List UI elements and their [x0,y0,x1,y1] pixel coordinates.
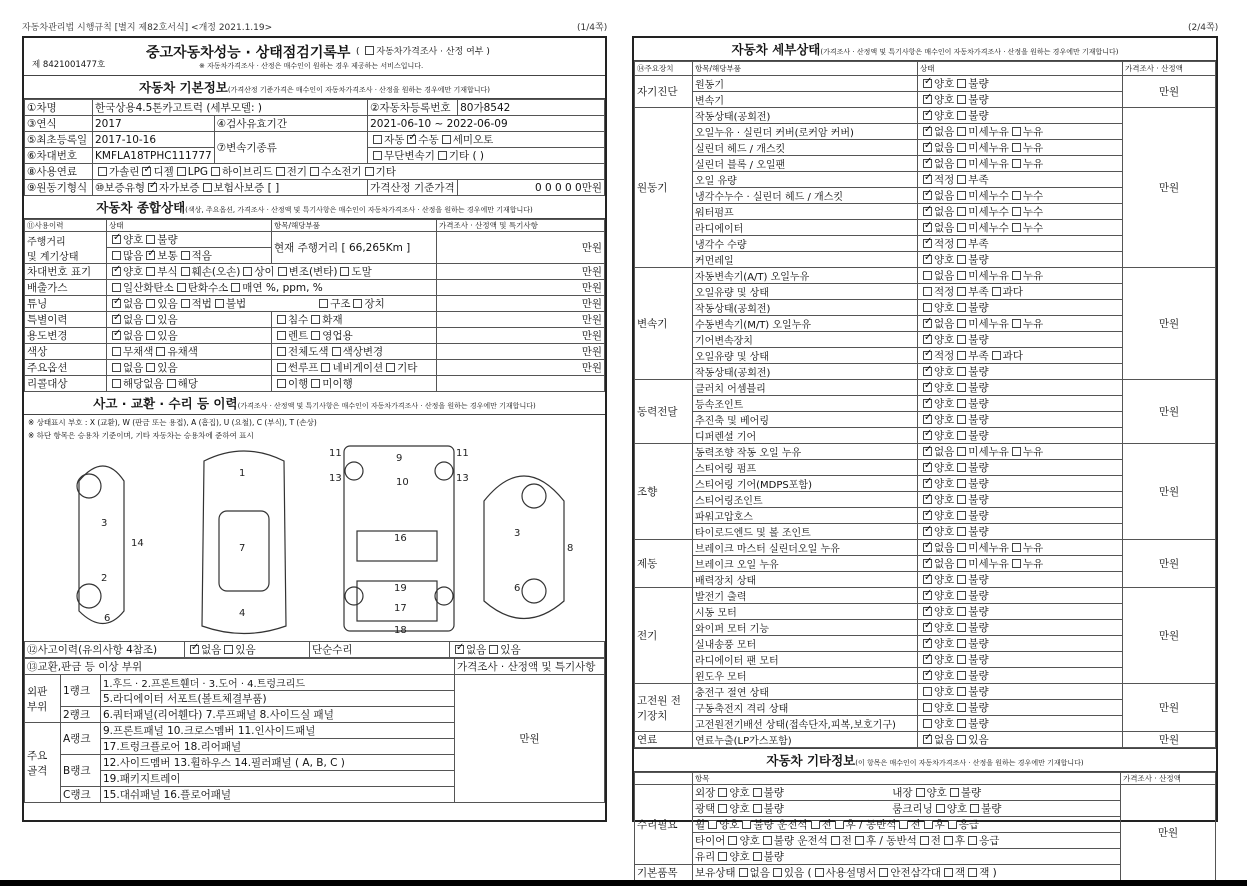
detail-item: 파워고압호스 [693,508,918,524]
detail-item: 클러치 어셈블리 [693,380,918,396]
status-checkbox[interactable] [957,543,966,552]
detail-item: 브레이크 마스터 실린더오일 누유 [693,540,918,556]
status-checkbox[interactable] [923,607,932,616]
status-checkbox[interactable] [957,127,966,136]
status-checkbox[interactable] [957,143,966,152]
status-checkbox[interactable] [923,415,932,424]
status-checkbox[interactable] [992,351,1001,360]
detail-status: ✓ 양호 불량 [918,524,1123,540]
detail-item: 타이로드엔드 및 볼 조인트 [693,524,918,540]
status-checkbox[interactable] [957,591,966,600]
detail-price: 만원 [1123,268,1216,380]
status-checkbox[interactable] [957,191,966,200]
status-checkbox[interactable] [923,623,932,632]
detail-status: ✓ 적정 부족 [918,236,1123,252]
detail-status: ✓ 양호 불량 [918,380,1123,396]
status-checkbox[interactable] [1012,319,1021,328]
detail-status: ✓ 양호 불량 [918,428,1123,444]
status-checkbox[interactable] [923,463,932,472]
summary-table: ⑪사용이력 상태 항목/해당부품 가격조사 · 산정액 및 특기사항 주행거리 및 계기상태 ✓양호 불량 현재 주행거리 [ 66,265Km ] 만원 많음✓ 보통 적음 차대번호 표기 ✓ 양호 부식 훼손(오손) 상이 변조(변타) 도말 만원 배출가스 일산화탄소 탄화수소 매연 %, ppm, % 만원 튜닝 ✓ 없음 있음 적법 불법 구조 장치 만원 특별이력 ✓ 없음 있음 침수 화재 만원 용도변경 ✓ 없음 있음 렌트 영업용 만원 색상 무채색 유채색 전체도색 색상변경 만원 주요옵션 없음 있음 썬루프 네비게이션 기타 만원 리콜대상 해당없음 해당 이행 미이행 [24,219,605,392]
page-number-2: (2/4쪽) [1188,23,1219,33]
detail-item: 실린더 헤드 / 개스킷 [693,140,918,156]
warranty-options: ⑩보증유형✓ 자가보증 보험사보증 [ ] [93,180,368,196]
svg-text:14: 14 [131,538,144,549]
svg-text:16: 16 [394,533,407,544]
status-checkbox[interactable] [923,495,932,504]
status-checkbox[interactable] [957,703,966,712]
detail-row [635,108,1216,124]
detail-row [635,540,1216,556]
detail-item: 연료누출(LP가스포함) [693,732,918,748]
detail-item: 시동 모터 [693,604,918,620]
detail-group-label: 고전원 전기장치 [635,684,693,732]
detail-status: ✓ 적정 부족 [918,172,1123,188]
detail-item: 냉각수 수량 [693,236,918,252]
accident-legend: ※ 상태표시 부호 : X (교환), W (판금 또는 용접), A (흠집), U (요철), C (부식), T (손상) [28,418,317,427]
detail-item: 기어변속장치 [693,332,918,348]
detail-item: 스티어링 펌프 [693,460,918,476]
detail-status: 적정 부족 과다 [918,284,1123,300]
status-checkbox[interactable] [923,591,932,600]
status-checkbox[interactable] [923,111,932,120]
side-view-left [79,466,124,624]
trans-options: 자동✓ 수동 세미오토 [368,132,605,148]
svg-text:6: 6 [514,583,521,594]
detail-status: 양호 불량 [918,684,1123,700]
svg-text:13: 13 [456,473,469,484]
status-checkbox[interactable] [923,511,932,520]
detail-item: 라디에이터 [693,220,918,236]
detail-status: ✓ 양호 불량 [918,332,1123,348]
detail-item: 작동상태(공회전) [693,108,918,124]
status-checkbox[interactable] [992,287,1001,296]
status-checkbox[interactable] [923,719,932,728]
detail-group-label: 동력전달 [635,380,693,444]
detail-item: 냉각수누수 · 실린더 헤드 / 개스킷 [693,188,918,204]
svg-text:17: 17 [394,603,407,614]
status-checkbox[interactable] [923,479,932,488]
svg-text:3: 3 [514,528,521,539]
etc-title: 자동차 기타정보(이 항목은 매수인이 자동차가격조사 · 산정을 원하는 경우에만 기재합니다) [634,748,1216,772]
detail-status: ✓ 없음 미세누유 누유 [918,556,1123,572]
status-checkbox[interactable] [957,79,966,88]
status-checkbox[interactable] [923,735,932,744]
detail-item: 라디에이터 팬 모터 [693,652,918,668]
status-checkbox[interactable] [957,335,966,344]
fuel-options: 가솔린✓ 디젤 LPG 하이브리드 전기 수소전기 기타 [93,164,605,180]
svg-text:3: 3 [101,518,108,529]
svg-text:13: 13 [329,473,342,484]
detail-status: ✓ 없음 미세누유 누유 [918,140,1123,156]
detail-status: ✓ 양호 불량 [918,604,1123,620]
status-checkbox[interactable] [923,559,932,568]
status-checkbox[interactable] [957,527,966,536]
status-checkbox[interactable] [923,127,932,136]
detail-status: 양호 불량 [918,300,1123,316]
status-checkbox[interactable] [957,735,966,744]
status-checkbox[interactable] [1012,223,1021,232]
status-checkbox[interactable] [923,671,932,680]
svg-text:11: 11 [456,448,469,459]
status-checkbox[interactable] [923,159,932,168]
detail-price: 만원 [1123,732,1216,748]
status-checkbox[interactable] [1012,143,1021,152]
status-checkbox[interactable] [957,223,966,232]
detail-item: 오일유량 및 상태 [693,348,918,364]
detail-row [635,76,1216,92]
status-checkbox[interactable] [923,431,932,440]
detail-item: 스티어링조인트 [693,492,918,508]
detail-status: 양호 불량 [918,716,1123,732]
detail-item: 오일 유량 [693,172,918,188]
detail-item: 브레이크 오일 누유 [693,556,918,572]
detail-row [635,268,1216,284]
status-checkbox[interactable] [923,255,932,264]
status-checkbox[interactable] [1012,271,1021,280]
status-checkbox[interactable] [957,687,966,696]
status-checkbox[interactable] [923,639,932,648]
bottom-bar [0,880,1247,886]
status-checkbox[interactable] [957,463,966,472]
status-checkbox[interactable] [957,671,966,680]
svg-text:7: 7 [239,543,246,554]
svg-text:18: 18 [394,625,407,636]
status-checkbox[interactable] [923,351,932,360]
status-checkbox[interactable] [957,303,966,312]
detail-item: 구동축전지 격리 상태 [693,700,918,716]
detail-group-label: 자기진단 [635,76,693,108]
detail-item: 디퍼렌셜 기어 [693,428,918,444]
detail-price: 만원 [1123,444,1216,540]
detail-group-label: 연료 [635,732,693,748]
detail-item: 작동상태(공회전) [693,364,918,380]
detail-item: 작동상태(공회전) [693,300,918,316]
detail-status: ✓ 양호 불량 [918,636,1123,652]
status-checkbox[interactable] [957,159,966,168]
status-checkbox[interactable] [957,287,966,296]
detail-status: ✓ 없음 미세누유 누유 [918,444,1123,460]
status-checkbox[interactable] [957,607,966,616]
detail-title: 자동차 세부상태(가격조사 · 산정액 및 특기사항은 매수인이 자동차가격조사 · 산정을 원하는 경우에만 기재합니다) [634,38,1216,61]
status-checkbox[interactable] [923,239,932,248]
detail-item: 동력조향 작동 오일 누유 [693,444,918,460]
status-checkbox[interactable] [1012,127,1021,136]
detail-group-label: 변속기 [635,268,693,380]
detail-item: 오일유량 및 상태 [693,284,918,300]
detail-row [635,380,1216,396]
detail-status: ✓ 양호 불량 [918,108,1123,124]
detail-status: ✓ 양호 불량 [918,620,1123,636]
page-2 [632,36,1218,880]
etc-table: 항목 가격조사 · 산정액 수리필요 외장 양호 불량 내장 양호 불량 만원 광택 양호 불량 룸크리닝 양호 불량 휠 양호 불량 운전석 전 후 / 동반석 전 후 응급 타이어 양호 불량 운전석 전 후 / 동반석 전 후 응급 유리 양호 불량 기본품목 보유상태 없음 있음 ( 사용설명서 안전삼각대 잭 잭 ) [634,772,1216,881]
status-checkbox[interactable] [923,223,932,232]
detail-status: ✓ 양호 불량 [918,396,1123,412]
detail-status: ✓ 양호 불량 [918,652,1123,668]
status-checkbox[interactable] [923,655,932,664]
detail-price: 만원 [1123,588,1216,684]
status-checkbox[interactable] [923,143,932,152]
status-checkbox[interactable] [957,399,966,408]
detail-status: ✓ 없음 있음 [918,732,1123,748]
status-checkbox[interactable] [957,559,966,568]
detail-row [635,588,1216,604]
status-checkbox[interactable] [957,239,966,248]
status-checkbox[interactable] [957,383,966,392]
detail-item: 워터펌프 [693,204,918,220]
status-checkbox[interactable] [1012,207,1021,216]
detail-group-label: 전기 [635,588,693,684]
page-1 [22,36,607,822]
status-checkbox[interactable] [923,703,932,712]
detail-item: 배력장치 상태 [693,572,918,588]
detail-status: ✓ 없음 미세누유 누유 [918,156,1123,172]
status-checkbox[interactable] [923,271,932,280]
status-checkbox[interactable] [1012,543,1021,552]
detail-item: 오일누유 · 실린더 커버(로커암 커버) [693,124,918,140]
svg-text:4: 4 [239,608,246,619]
detail-item: 실내송풍 모터 [693,636,918,652]
status-checkbox[interactable] [957,447,966,456]
detail-status: ✓ 양호 불량 [918,412,1123,428]
status-checkbox[interactable] [957,479,966,488]
status-checkbox[interactable] [923,79,932,88]
status-checkbox[interactable] [957,271,966,280]
accident-title: 사고 · 교환 · 수리 등 이력(가격조사 · 산정액 및 특기사항은 매수인이 자동차가격조사 · 산정을 원하는 경우에만 기재합니다) [24,392,605,415]
detail-item: 스티어링 기어(MDPS포함) [693,476,918,492]
summary-title: 자동차 종합상태(색상, 주요옵션, 가격조사 · 산정액 및 특기사항은 매수인이 자동차가격조사 · 산정을 원하는 경우에만 기재합니다) [24,196,605,219]
status-checkbox[interactable] [923,335,932,344]
detail-status: ✓ 양호 불량 [918,572,1123,588]
status-checkbox[interactable] [923,527,932,536]
detail-item: 변속기 [693,92,918,108]
status-checkbox[interactable] [957,319,966,328]
detail-price: 만원 [1123,108,1216,268]
detail-row [635,732,1216,748]
svg-text:8: 8 [567,543,574,554]
status-checkbox[interactable] [1012,191,1021,200]
detail-status: 없음 미세누유 누유 [918,268,1123,284]
status-checkbox[interactable] [957,655,966,664]
detail-item: 발전기 출력 [693,588,918,604]
svg-text:2: 2 [101,573,108,584]
status-checkbox[interactable] [923,287,932,296]
status-checkbox[interactable] [923,191,932,200]
panel-table: ⑬교환,판금 등 이상 부위 가격조사 · 산정액 및 특기사항 외판 부위 1랭크 1.후드 · 2.프론트휀더 · 3.도어 · 4.트렁크리드 만원 5.라디에이터 서포트(볼트체결부품) 2랭크 6.쿼터패널(리어휀다) 7.루프패널 8.사이드실 패널 주요 골격 A랭크 9.프론트패널 10.크로스멤버 11.인사이드패널 17.트렁크플로어 18.리어패널 B랭크 12.사이드멤버 13.휠하우스 14.필러패널 ( A, B, C ) 19.패키지트레이 C랭크 15.대쉬패널 16.플로어패널 [24,658,605,803]
detail-item: 자동변속기(A/T) 오일누유 [693,268,918,284]
accident-legend-2: ※ 하단 항목은 승용차 기준이며, 기타 자동차는 승용차에 준하여 표시 [28,431,254,440]
detail-status: ✓ 양호 불량 [918,588,1123,604]
status-checkbox[interactable] [957,495,966,504]
status-checkbox[interactable] [923,687,932,696]
detail-price: 만원 [1123,76,1216,108]
svg-text:11: 11 [329,448,342,459]
status-checkbox[interactable] [923,399,932,408]
status-checkbox[interactable] [957,255,966,264]
detail-status: ✓ 양호 불량 [918,252,1123,268]
status-checkbox[interactable] [957,719,966,728]
detail-group-label: 조향 [635,444,693,540]
detail-status: ✓ 양호 불량 [918,92,1123,108]
status-checkbox[interactable] [957,367,966,376]
detail-status: ✓ 없음 미세누수 누수 [918,188,1123,204]
status-checkbox[interactable] [923,543,932,552]
status-checkbox[interactable] [957,575,966,584]
form-title: 중고자동차성능 · 상태점검기록부 [146,45,351,61]
detail-status: ✓ 양호 불량 [918,476,1123,492]
car-diagram [24,441,607,641]
detail-status: ✓ 양호 불량 [918,76,1123,92]
status-checkbox[interactable] [923,383,932,392]
status-checkbox[interactable] [957,207,966,216]
svg-text:10: 10 [396,477,409,488]
form-header-left: 자동차관리법 시행규칙 [별지 제82호서식] <개정 2021.1.19> [22,23,273,33]
detail-item: 커먼레일 [693,252,918,268]
accident-table: ⑫사고이력(유의사항 4참조) ✓ 없음 있음 단순수리 ✓ 없음 있음 [24,641,605,658]
detail-status: ✓ 양호 불량 [918,668,1123,684]
detail-status: ✓ 양호 불량 [918,492,1123,508]
detail-table: ⑭주요장치 항목/해당부품 상태 가격조사 · 산정액 자기진단 원동기 ✓ 양호 불량 만원 변속기 ✓ 양호 불량 원동기 작동상태(공회전) ✓ 양호 불량 만원 오일누유 · 실린더 커버(로커암 커버) ✓ 없음 미세누유 누유 실린더 헤드 / 개스킷 ✓ 없음 미세누유 누유 실린더 블록 / 오일팬 ✓ 없음 미세누유 누유 오일 유량 ✓ 적정 부족 냉각수누수 · 실린더 헤드 / 개스킷 ✓ 없음 미세누수 누수 워터펌프 ✓ 없음 미세누수 누수 라디에이터 ✓ 없음 미세누수 누수 냉각수 수량 ✓ 적정 부족 커먼레일 ✓ 양호 불량 변속기 자동변속기(A/T) 오일누유 없음 미세누유 누유 만원 오일유량 및 상태 적정 부족 과다 작동상태(공회전) 양호 불량 수동변속기(M/T) 오일누유 ✓ 없음 미세누유 누유 기어변속장치 ✓ 양호 불량 오일유량 및 상태 ✓ 적정 부족 과다 작동상태(공회전) ✓ 양호 불량 동력전달 클러치 어셈블리 ✓ 양호 불량 만원 등속조인트 ✓ 양호 불량 추진축 및 베어링 ✓ 양호 불량 디퍼렌셜 기어 ✓ 양호 불량 조향 동력조향 작동 오일 누유 ✓ 없음 미세누유 누유 만원 스티어링 펌프 ✓ 양호 불량 스티어링 기어(MDPS포함) ✓ 양호 불량 스티어링조인트 ✓ 양호 불량 파워고압호스 ✓ 양호 불량 타이로드엔드 및 볼 조인트 ✓ 양호 불량 제동 브레이크 마스터 실린더오일 누유 ✓ 없음 미세누유 누유 만원 브레이크 오일 누유 ✓ 없음 미세누유 누유 배력장치 상태 ✓ 양호 불량 전기 발전기 출력 ✓ 양호 불량 만원 시동 모터 ✓ 양호 불량 와이퍼 모터 기능 ✓ 양호 불량 실내송풍 모터 ✓ 양호 불량 라디에이터 팬 모터 ✓ 양호 불량 윈도우 모터 ✓ 양호 불량 고전원 전기장치 충전구 절연 상태 양호 불량 만원 구동축전지 격리 상태 양호 불량 고전원전기배선 상태(접속단자,피복,보호기구) 양호 불량 연료 연료누출(LP가스포함) ✓ 없음 있음 만원 [634,61,1216,748]
status-checkbox[interactable] [957,511,966,520]
page-number-1: (1/4쪽) [577,23,608,33]
status-checkbox[interactable] [957,623,966,632]
detail-status: ✓ 없음 미세누유 누유 [918,124,1123,140]
detail-item: 원동기 [693,76,918,92]
detail-item: 실린더 블록 / 오일팬 [693,156,918,172]
status-checkbox[interactable] [957,639,966,648]
status-checkbox[interactable] [923,175,932,184]
detail-item: 추진축 및 베어링 [693,412,918,428]
detail-group-label: 원동기 [635,108,693,268]
detail-status: ✓ 없음 미세누수 누수 [918,204,1123,220]
status-checkbox[interactable] [923,367,932,376]
price-option: ( 자동차가격조사 · 산정 여부 ) [356,47,490,57]
detail-group-label: 제동 [635,540,693,588]
status-checkbox[interactable] [1012,159,1021,168]
svg-text:6: 6 [104,613,111,624]
detail-item: 충전구 절연 상태 [693,684,918,700]
detail-status: ✓ 없음 미세누유 누유 [918,540,1123,556]
detail-status: ✓ 양호 불량 [918,460,1123,476]
detail-row [635,444,1216,460]
status-checkbox[interactable] [957,175,966,184]
status-checkbox[interactable] [957,111,966,120]
status-checkbox[interactable] [923,303,932,312]
detail-item: 등속조인트 [693,396,918,412]
status-checkbox[interactable] [957,95,966,104]
status-checkbox[interactable] [923,95,932,104]
svg-text:19: 19 [394,583,407,594]
status-checkbox[interactable] [923,575,932,584]
detail-item: 고전원전기배선 상태(접속단자,피복,보호기구) [693,716,918,732]
doc-number: 제 8421001477호 [32,60,106,70]
status-checkbox[interactable] [923,319,932,328]
detail-item: 수동변속기(M/T) 오일누유 [693,316,918,332]
detail-price: 만원 [1123,540,1216,588]
detail-status: ✓ 양호 불량 [918,508,1123,524]
svg-text:1: 1 [239,468,246,479]
detail-status: ✓ 적정 부족 과다 [918,348,1123,364]
detail-item: 와이퍼 모터 기능 [693,620,918,636]
status-checkbox[interactable] [957,415,966,424]
detail-row [635,684,1216,700]
form-title-block [24,38,605,76]
price-option-checkbox[interactable] [365,46,374,55]
detail-status: ✓ 양호 불량 [918,364,1123,380]
svg-text:9: 9 [396,453,403,464]
detail-price: 만원 [1123,380,1216,444]
title-note: ※ 자동차가격조사 · 산정은 매수인이 원하는 경우 제공하는 서비스입니다. [199,62,424,70]
status-checkbox[interactable] [923,447,932,456]
detail-price: 만원 [1123,684,1216,732]
status-checkbox[interactable] [957,351,966,360]
detail-status: ✓ 없음 미세누유 누유 [918,316,1123,332]
status-checkbox[interactable] [1012,559,1021,568]
detail-item: 윈도우 모터 [693,668,918,684]
status-checkbox[interactable] [957,431,966,440]
status-checkbox[interactable] [1012,447,1021,456]
detail-status: 양호 불량 [918,700,1123,716]
basic-info-table: ①차명 한국상용4.5톤카고트럭 (세부모델: ) ②자동차등록번호 80가8542 ③연식 2017 ④검사유효기간 2021-06-10 ~ 2022-06-09 ⑤최초등록일 2017-10-16 ⑦변속기종류 자동✓ 수동 세미오토 ⑥차대번호 KMFLA18TPHC111777 무단변속기 기타 ( ) ⑧사용연료 가솔린✓ 디젤 LPG 하이브리드 전기 수소전기 기타 ⑨원동기형식 ⑩보증유형✓ 자가보증 보험사보증 [ ] 가격산정 기준가격 0 0 0 0 0만원 [24,99,605,196]
basic-info-title: 자동차 기본정보(가격산정 기준가격은 매수인이 자동차가격조사 · 산정을 원하는 경우에만 기재합니다) [24,76,605,99]
detail-status: ✓ 없음 미세누수 누수 [918,220,1123,236]
status-checkbox[interactable] [923,207,932,216]
